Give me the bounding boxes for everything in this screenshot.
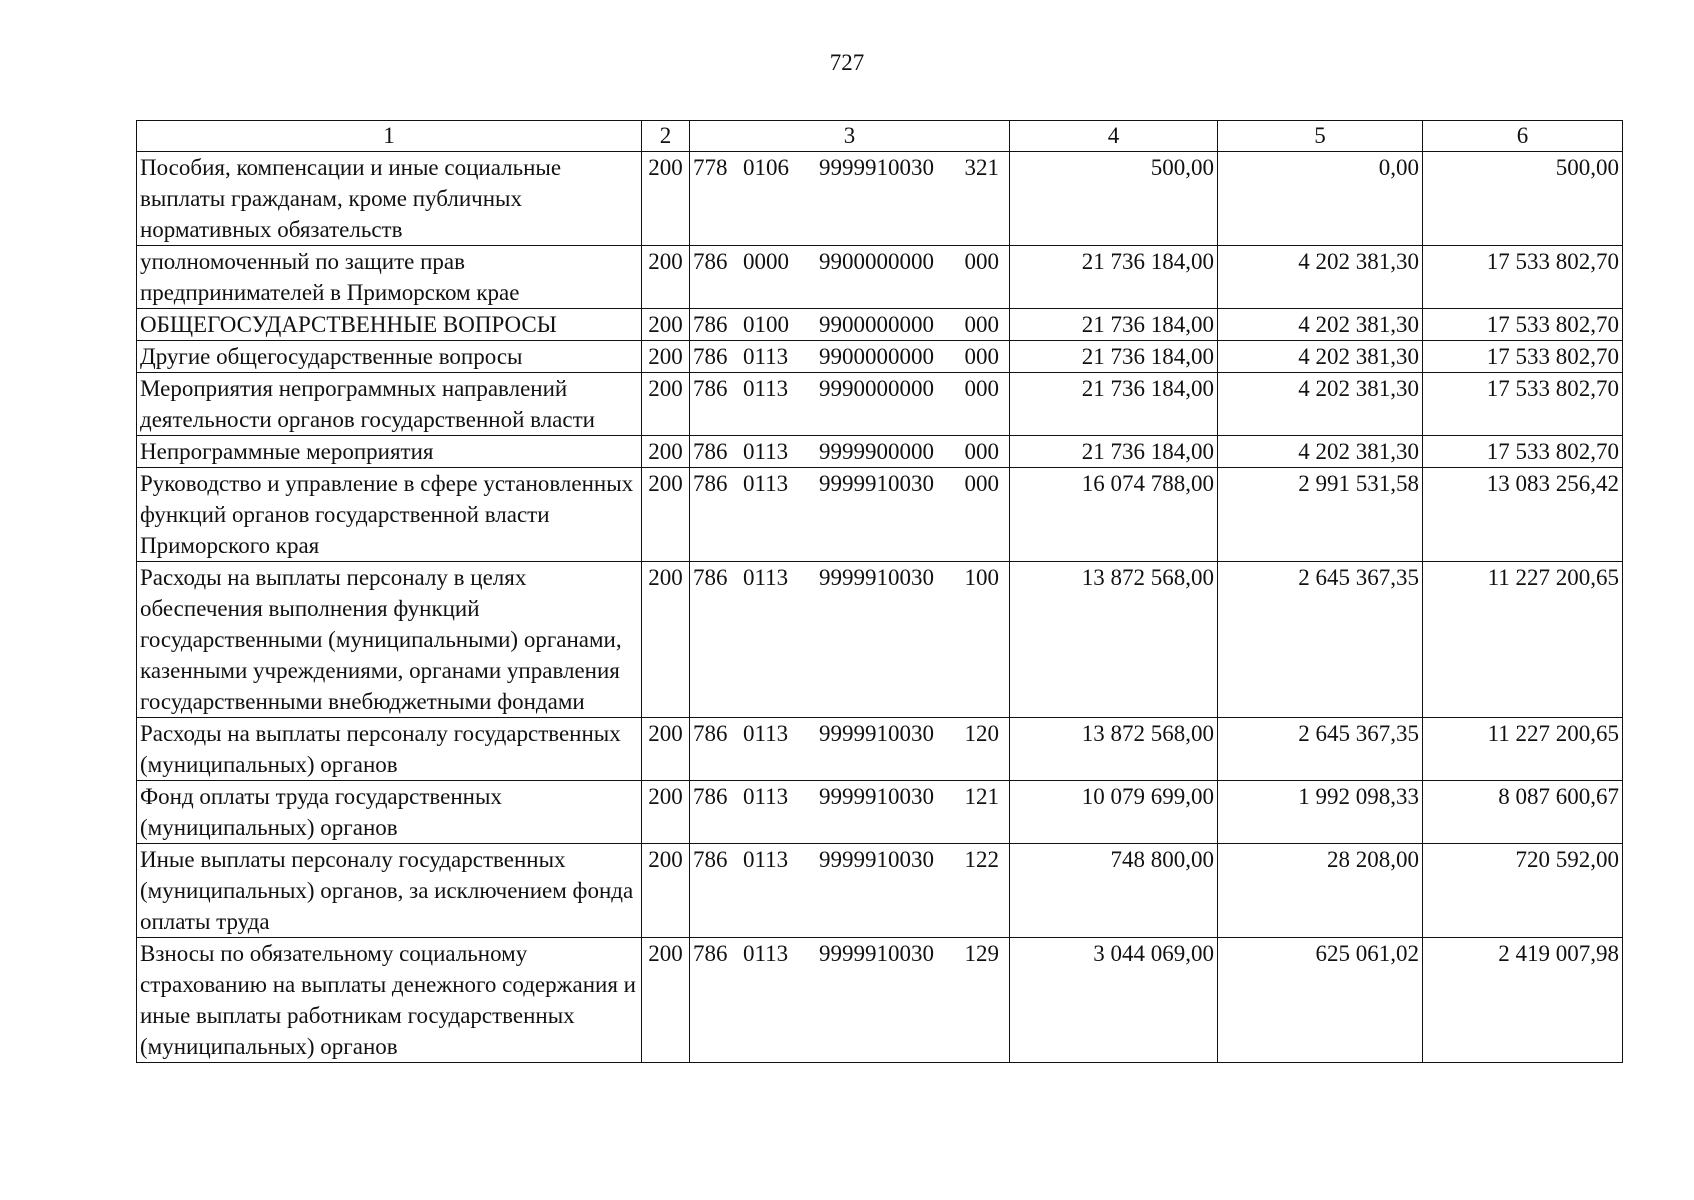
value-column-4: 21 736 184,00 (1010, 436, 1218, 468)
table-row (137, 844, 1623, 938)
table-row (137, 373, 1623, 436)
ministry-code: 786 (693, 721, 728, 746)
table-row (137, 246, 1623, 309)
value-column-4: 3 044 069,00 (1010, 938, 1218, 1063)
row-name: Иные выплаты персоналу государственных (муниципальных) органов, за исключением фонда оплаты труда (137, 844, 642, 938)
table-row (137, 781, 1623, 844)
table-row (137, 562, 1623, 718)
expense-type-code: 120 (964, 721, 999, 746)
table-body (137, 152, 1623, 1063)
value-column-5: 2 645 367,35 (1218, 718, 1423, 781)
code-column-2: 200 (642, 468, 690, 562)
row-name: Взносы по обязательному социальному страхованию на выплаты денежного содержания и иные выплаты работникам государственных (муниципальных) органов (137, 938, 642, 1063)
expense-type-code: 129 (964, 941, 999, 966)
row-name: уполномоченный по защите прав предпринимателей в Приморском крае (137, 246, 642, 309)
target-article-code: 9900000000 (819, 312, 934, 337)
row-name: Пособия, компенсации и иные социальные выплаты гражданам, кроме публичных нормативных обязательств (137, 152, 642, 246)
code-column-3 (690, 246, 1010, 309)
ministry-code: 786 (693, 471, 728, 496)
value-column-4: 13 872 568,00 (1010, 562, 1218, 718)
code-column-2: 200 (642, 436, 690, 468)
row-name: Мероприятия непрограммных направлений деятельности органов государственной власти (137, 373, 642, 436)
ministry-code: 786 (693, 565, 728, 590)
section-code: 0113 (743, 439, 789, 464)
target-article-code: 9999910030 (819, 784, 934, 809)
value-column-6: 17 533 802,70 (1423, 246, 1623, 309)
code-column-2: 200 (642, 844, 690, 938)
expense-type-code: 000 (964, 471, 999, 496)
code-column-3 (690, 562, 1010, 718)
value-column-5: 28 208,00 (1218, 844, 1423, 938)
target-article-code: 9999900000 (819, 439, 934, 464)
value-column-4: 748 800,00 (1010, 844, 1218, 938)
section-code: 0000 (743, 249, 789, 274)
expense-type-code: 000 (964, 439, 999, 464)
page-number: 727 (829, 50, 865, 75)
code-column-2: 200 (642, 152, 690, 246)
code-column-2: 200 (642, 781, 690, 844)
expense-type-code: 321 (964, 155, 999, 180)
table-row (137, 152, 1623, 246)
row-name: Руководство и управление в сфере установленных функций органов государственной власти Приморского края (137, 468, 642, 562)
value-column-5: 4 202 381,30 (1218, 436, 1423, 468)
value-column-5: 0,00 (1218, 152, 1423, 246)
code-column-3 (690, 938, 1010, 1063)
value-column-6: 11 227 200,65 (1423, 562, 1623, 718)
section-code: 0106 (743, 155, 789, 180)
section-code: 0113 (743, 471, 789, 496)
expense-type-code: 121 (964, 784, 999, 809)
value-column-6: 17 533 802,70 (1423, 309, 1623, 341)
value-column-5: 4 202 381,30 (1218, 373, 1423, 436)
code-column-2: 200 (642, 718, 690, 781)
value-column-6: 11 227 200,65 (1423, 718, 1623, 781)
table-row (137, 341, 1623, 373)
code-column-3 (690, 468, 1010, 562)
row-name: Расходы на выплаты персоналу государственных (муниципальных) органов (137, 718, 642, 781)
target-article-code: 9900000000 (819, 249, 934, 274)
code-column-3 (690, 309, 1010, 341)
value-column-5: 4 202 381,30 (1218, 309, 1423, 341)
column-header-6: 6 (1423, 121, 1623, 152)
ministry-code: 786 (693, 312, 728, 337)
row-name: Другие общегосударственные вопросы (137, 341, 642, 373)
table-row (137, 938, 1623, 1063)
value-column-6: 500,00 (1423, 152, 1623, 246)
expense-type-code: 000 (964, 312, 999, 337)
ministry-code: 786 (693, 784, 728, 809)
budget-table (136, 120, 1623, 1063)
value-column-6: 17 533 802,70 (1423, 341, 1623, 373)
value-column-4: 21 736 184,00 (1010, 246, 1218, 309)
value-column-4: 16 074 788,00 (1010, 468, 1218, 562)
value-column-4: 21 736 184,00 (1010, 373, 1218, 436)
value-column-6: 13 083 256,42 (1423, 468, 1623, 562)
target-article-code: 9999910030 (819, 721, 934, 746)
column-header-5: 5 (1218, 121, 1423, 152)
section-code: 0113 (743, 376, 789, 401)
column-header-3: 3 (690, 121, 1010, 152)
code-column-2: 200 (642, 938, 690, 1063)
row-name: Непрограммные мероприятия (137, 436, 642, 468)
code-column-2: 200 (642, 562, 690, 718)
value-column-6: 17 533 802,70 (1423, 373, 1623, 436)
section-code: 0100 (743, 312, 789, 337)
code-column-3 (690, 341, 1010, 373)
expense-type-code: 100 (964, 565, 999, 590)
ministry-code: 786 (693, 344, 728, 369)
section-code: 0113 (743, 344, 789, 369)
row-name: Фонд оплаты труда государственных (муниципальных) органов (137, 781, 642, 844)
row-name: Расходы на выплаты персоналу в целях обеспечения выполнения функций государственными (муниципальными) органами, казенными учреждениями, органами управления государственными внебюджетными фондами (137, 562, 642, 718)
code-column-2: 200 (642, 341, 690, 373)
code-column-3 (690, 152, 1010, 246)
table-row (137, 468, 1623, 562)
value-column-5: 625 061,02 (1218, 938, 1423, 1063)
target-article-code: 9900000000 (819, 344, 934, 369)
value-column-4: 10 079 699,00 (1010, 781, 1218, 844)
value-column-5: 2 991 531,58 (1218, 468, 1423, 562)
code-column-2: 200 (642, 309, 690, 341)
code-column-3 (690, 436, 1010, 468)
ministry-code: 786 (693, 439, 728, 464)
value-column-4: 13 872 568,00 (1010, 718, 1218, 781)
row-name: ОБЩЕГОСУДАРСТВЕННЫЕ ВОПРОСЫ (137, 309, 642, 341)
section-code: 0113 (743, 721, 789, 746)
value-column-4: 500,00 (1010, 152, 1218, 246)
code-column-3 (690, 373, 1010, 436)
section-code: 0113 (743, 784, 789, 809)
code-column-2: 200 (642, 373, 690, 436)
expense-type-code: 000 (964, 344, 999, 369)
value-column-6: 17 533 802,70 (1423, 436, 1623, 468)
column-header-2: 2 (642, 121, 690, 152)
target-article-code: 9999910030 (819, 565, 934, 590)
column-header-4: 4 (1010, 121, 1218, 152)
code-column-3 (690, 781, 1010, 844)
value-column-6: 720 592,00 (1423, 844, 1623, 938)
value-column-6: 2 419 007,98 (1423, 938, 1623, 1063)
target-article-code: 9990000000 (819, 376, 934, 401)
value-column-5: 4 202 381,30 (1218, 341, 1423, 373)
ministry-code: 786 (693, 376, 728, 401)
table-row (137, 718, 1623, 781)
section-code: 0113 (743, 847, 789, 872)
value-column-5: 1 992 098,33 (1218, 781, 1423, 844)
code-column-3 (690, 844, 1010, 938)
value-column-5: 2 645 367,35 (1218, 562, 1423, 718)
code-column-2: 200 (642, 246, 690, 309)
target-article-code: 9999910030 (819, 941, 934, 966)
expense-type-code: 000 (964, 376, 999, 401)
value-column-4: 21 736 184,00 (1010, 309, 1218, 341)
target-article-code: 9999910030 (819, 471, 934, 496)
section-code: 0113 (743, 941, 789, 966)
section-code: 0113 (743, 565, 789, 590)
ministry-code: 786 (693, 847, 728, 872)
ministry-code: 786 (693, 941, 728, 966)
value-column-5: 4 202 381,30 (1218, 246, 1423, 309)
value-column-4: 21 736 184,00 (1010, 341, 1218, 373)
target-article-code: 9999910030 (819, 847, 934, 872)
table-header (137, 121, 1623, 152)
target-article-code: 9999910030 (819, 155, 934, 180)
header-row (137, 121, 1623, 152)
code-column-3 (690, 718, 1010, 781)
ministry-code: 778 (693, 155, 728, 180)
table-row (137, 309, 1623, 341)
column-header-1: 1 (137, 121, 642, 152)
expense-type-code: 122 (964, 847, 999, 872)
ministry-code: 786 (693, 249, 728, 274)
expense-type-code: 000 (964, 249, 999, 274)
table-row (137, 436, 1623, 468)
value-column-6: 8 087 600,67 (1423, 781, 1623, 844)
